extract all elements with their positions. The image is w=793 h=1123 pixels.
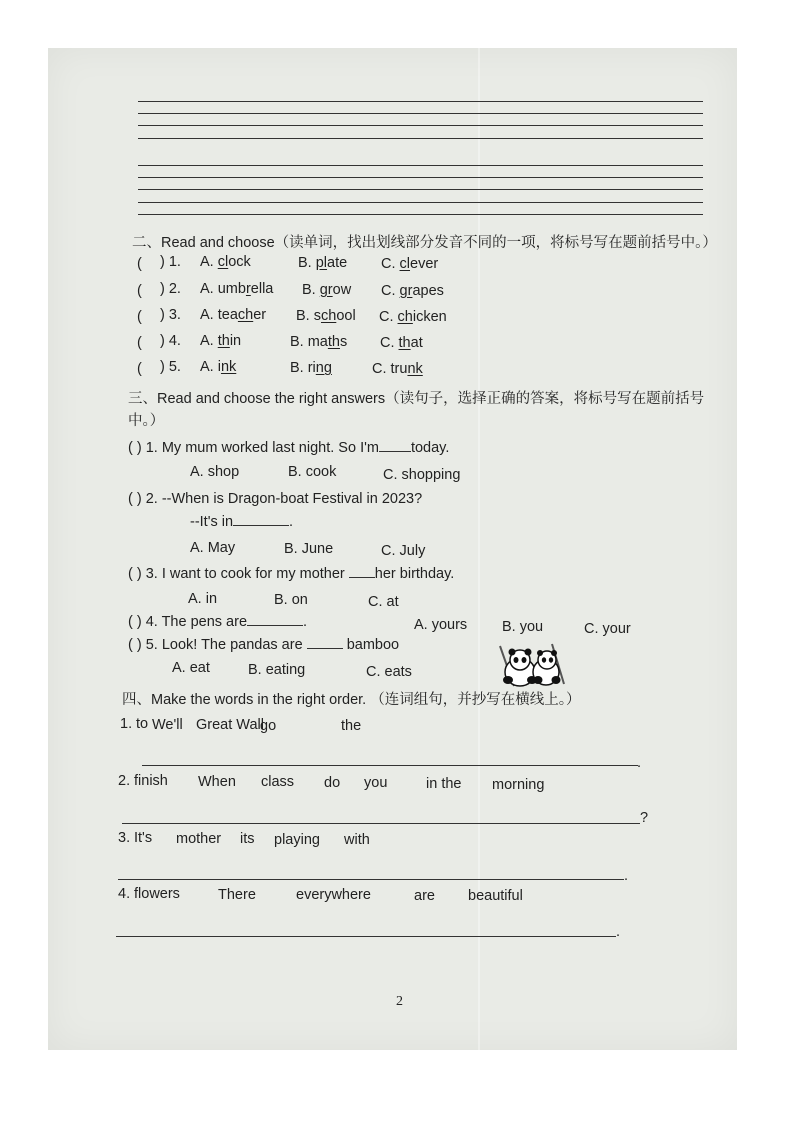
s4-end-punct: .	[616, 924, 621, 940]
s4-word: beautiful	[468, 888, 523, 904]
s3-q2-option-a: A. May	[190, 540, 236, 556]
s3-q3-after: her birthday.	[374, 566, 455, 582]
s2-answer-paren[interactable]: (	[137, 256, 142, 272]
s2-option-a	[200, 281, 273, 297]
writing-line	[138, 138, 703, 139]
s4-word: class	[261, 774, 295, 790]
s4-item-number: 3.	[118, 830, 131, 846]
answer-blank[interactable]	[307, 647, 343, 649]
page-number: 2	[396, 994, 403, 1009]
s3-q5-option-a: A. eat	[172, 660, 210, 676]
s2-option-b	[298, 255, 347, 271]
s4-end-punct: ?	[640, 810, 649, 826]
answer-blank[interactable]	[247, 624, 303, 626]
s2-option-c-u: gr	[399, 283, 413, 299]
s4-word: finish	[134, 773, 168, 789]
section2-title: 二、Read and choose（读单词，找出划线部分发音不同的一项，将标号写在题前括号中。）	[132, 235, 717, 251]
s2-option-a-post: ella	[250, 281, 274, 297]
s2-option-b	[296, 308, 356, 324]
s3-q4-option-c: C. your	[584, 621, 631, 637]
s2-option-c	[381, 283, 444, 299]
s2-option-c-post: apes	[412, 283, 444, 299]
s2-option-b-pre: B.	[298, 255, 316, 271]
s4-word: are	[414, 888, 435, 904]
s4-word: Great Wall	[196, 717, 264, 733]
s4-word: flowers	[134, 886, 180, 902]
writing-line	[138, 214, 703, 215]
s2-item-number: ) 4.	[160, 333, 181, 349]
section3-title: 三、Read and choose the right answers（读句子，选择正确的答案，将标号写在题前括号	[128, 391, 705, 407]
s3-q4-after: .	[303, 614, 308, 630]
s4-word: When	[198, 774, 236, 790]
s3-q2-line2	[190, 514, 293, 530]
s4-answer-line[interactable]	[116, 936, 616, 937]
s2-option-c-pre: C.	[380, 335, 399, 351]
s3-q2-option-c: C. July	[381, 543, 426, 559]
s2-answer-paren[interactable]: (	[137, 335, 142, 351]
s2-item-number: ) 5.	[160, 359, 181, 375]
s4-item-number: 1.	[120, 716, 133, 732]
s3-q5-after: bamboo	[346, 637, 400, 653]
s3-q3-text: ( ) 3. I want to cook for my mother	[128, 566, 345, 582]
s2-option-b-u: gr	[319, 282, 333, 298]
s2-option-a-post: in	[229, 333, 242, 349]
panda-icon	[494, 640, 570, 690]
answer-blank[interactable]	[233, 524, 289, 526]
writing-line	[138, 113, 703, 114]
s2-option-c	[381, 256, 438, 272]
s3-q4-option-a: A. yours	[414, 617, 468, 633]
s2-option-b-u: ng	[315, 360, 332, 376]
s2-option-c-pre: C. tru	[372, 361, 408, 377]
s2-option-a	[200, 307, 266, 323]
section4-title: 四、Make the words in the right order. （连词组句，并抄写在横线上。）	[122, 692, 581, 708]
s2-option-a-u: cl	[217, 254, 229, 270]
s2-option-b-pre: B.	[302, 282, 320, 298]
s2-option-b	[302, 282, 351, 298]
s2-item-number: ) 1.	[160, 254, 181, 270]
s4-word: There	[218, 887, 256, 903]
writing-line	[138, 125, 703, 126]
s3-q1-option-c: C. shopping	[383, 467, 461, 483]
s3-q2-line2-text: --It's in	[190, 514, 234, 530]
s4-word: you	[364, 775, 388, 791]
s4-end-punct: .	[637, 755, 642, 771]
s2-option-b	[290, 334, 347, 350]
s2-option-c-pre: C.	[381, 283, 400, 299]
s4-word: We'll	[152, 717, 183, 733]
s4-word: mother	[176, 831, 222, 847]
s4-word: It's	[134, 830, 153, 846]
s2-option-a-u: r	[245, 281, 251, 297]
s3-q5-option-b: B. eating	[248, 662, 306, 678]
s2-option-c-post: ever	[410, 256, 439, 272]
s2-option-a	[200, 333, 241, 349]
s2-option-b-u: pl	[315, 255, 328, 271]
s4-word: playing	[274, 832, 320, 848]
s4-answer-line[interactable]	[142, 765, 638, 766]
s2-option-c	[380, 335, 423, 351]
s3-q5-text: ( ) 5. Look! The pandas are	[128, 637, 303, 653]
writing-line	[138, 101, 703, 102]
s2-option-a-pre: A.	[200, 254, 218, 270]
s2-item-number: ) 3.	[160, 307, 181, 323]
s2-option-c-u: nk	[407, 361, 423, 377]
s2-option-c-u: ch	[397, 309, 413, 325]
s4-answer-line[interactable]	[118, 879, 624, 880]
s3-q3-option-a: A. in	[188, 591, 218, 607]
s3-q3	[128, 566, 454, 582]
s2-option-c	[372, 361, 423, 377]
s3-q1-option-b: B. cook	[288, 464, 337, 480]
s3-q1	[128, 440, 449, 456]
s3-q2: ( ) 2. --When is Dragon-boat Festival in 2023?	[128, 491, 423, 507]
s4-word: morning	[492, 777, 545, 793]
s3-q5-option-c: C. eats	[366, 664, 412, 680]
s2-option-c-pre: C.	[379, 309, 398, 325]
s2-answer-paren[interactable]: (	[137, 361, 142, 377]
answer-blank[interactable]	[379, 450, 411, 452]
s3-q2-after: .	[289, 514, 294, 530]
s3-q4-option-b: B. you	[502, 619, 544, 635]
s2-option-a-pre: A. umb	[200, 281, 246, 297]
s4-word: go	[260, 718, 277, 734]
s2-answer-paren[interactable]: (	[137, 283, 142, 299]
s3-q1-after: today.	[410, 440, 450, 456]
writing-line	[138, 177, 703, 178]
s3-q2-option-b: B. June	[284, 541, 334, 557]
s2-option-c-post: icken	[412, 309, 447, 325]
s2-option-b-post: ool	[336, 308, 356, 324]
s3-q5	[128, 637, 399, 653]
s2-option-c-post: at	[410, 335, 423, 351]
s4-word: to	[136, 716, 149, 732]
s2-option-a-u: ch	[237, 307, 254, 323]
s4-word: the	[341, 718, 362, 734]
s2-option-b-u: ch	[320, 308, 337, 324]
answer-blank[interactable]	[349, 576, 375, 578]
section3-title-cont: 中。）	[128, 413, 165, 429]
s2-option-a-post: ock	[228, 254, 251, 270]
s2-option-a	[200, 359, 236, 375]
s2-option-b-pre: B. s	[296, 308, 321, 324]
s2-option-b	[290, 360, 332, 376]
s3-q1-text: ( ) 1. My mum worked last night. So I'm	[128, 440, 379, 456]
s4-item-number: 2.	[118, 773, 131, 789]
s2-option-b-post: ow	[332, 282, 352, 298]
s2-option-c-u: cl	[399, 256, 411, 272]
s4-end-punct: .	[624, 868, 629, 884]
writing-line	[138, 202, 703, 203]
s4-word: everywhere	[296, 887, 371, 903]
s2-option-a-u: th	[217, 333, 230, 349]
s2-option-a	[200, 254, 251, 270]
s2-option-c	[379, 309, 447, 325]
s2-option-b-pre: B. ri	[290, 360, 316, 376]
s3-q4	[128, 614, 307, 630]
s2-option-b-post: ate	[327, 255, 348, 271]
s4-word: do	[324, 775, 341, 791]
s2-option-a-u: nk	[220, 359, 237, 375]
writing-line	[138, 165, 703, 166]
s2-option-c-u: th	[398, 335, 411, 351]
s3-q1-option-a: A. shop	[190, 464, 240, 480]
s2-option-c-pre: C.	[381, 256, 400, 272]
writing-line	[138, 189, 703, 190]
s2-option-a-post: er	[253, 307, 267, 323]
s4-answer-line[interactable]	[122, 823, 640, 824]
s4-word: with	[344, 832, 370, 848]
s2-answer-paren[interactable]: (	[137, 309, 142, 325]
s3-q4-text: ( ) 4. The pens are	[128, 614, 248, 630]
s2-option-a-pre: A. tea	[200, 307, 238, 323]
s4-item-number: 4.	[118, 886, 131, 902]
s3-q3-option-c: C. at	[368, 594, 399, 610]
s2-option-a-pre: A. i	[200, 359, 221, 375]
s2-option-b-pre: B. ma	[290, 334, 328, 350]
s2-option-a-pre: A.	[200, 333, 218, 349]
worksheet-page	[48, 48, 737, 1050]
s4-word: in the	[426, 776, 462, 792]
s2-option-b-post: s	[339, 334, 348, 350]
s3-q3-option-b: B. on	[274, 592, 308, 608]
s4-word: its	[240, 831, 255, 847]
s2-option-b-u: th	[327, 334, 340, 350]
s2-item-number: ) 2.	[160, 281, 181, 297]
